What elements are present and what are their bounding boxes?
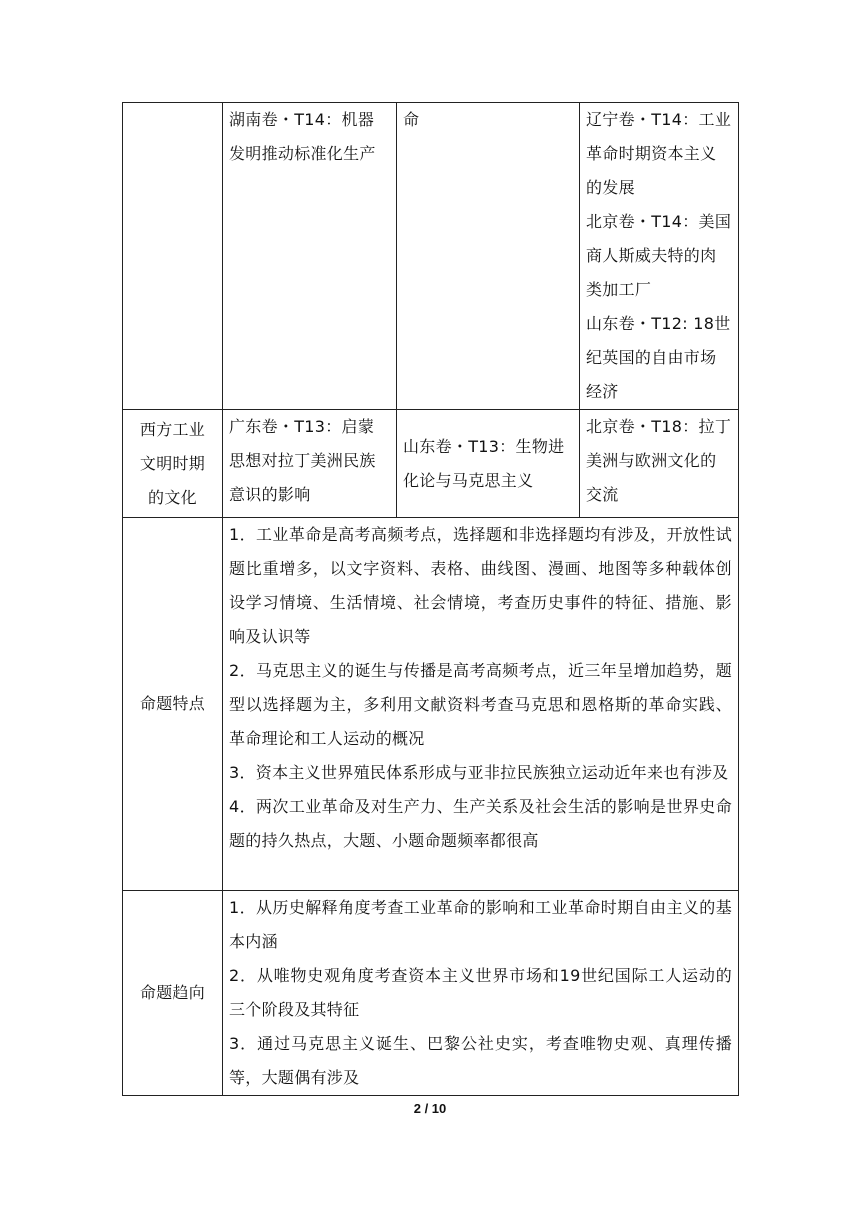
exam-item-continuation: 命 — [403, 110, 420, 129]
exam-item: 山东卷・T12: 18世纪英国的自由市场经济 — [586, 314, 731, 401]
table-cell-wide — [223, 891, 739, 1096]
exam-item: 辽宁卷・T14：工业革命时期资本主义的发展 — [586, 110, 732, 197]
list-item: 2．从唯物史观角度考查资本主义世界市场和19世纪国际工人运动的三个阶段及其特征 — [229, 966, 732, 1019]
exam-item: 北京卷・T18：拉丁美洲与欧洲文化的交流 — [586, 417, 732, 504]
list-item: 3．通过马克思主义诞生、巴黎公社史实，考查唯物史观、真理传播等，大题偶有涉及 — [229, 1034, 732, 1087]
row-header — [123, 410, 223, 518]
exam-analysis-table — [122, 102, 739, 1096]
table-cell — [580, 410, 739, 518]
table-cell-empty — [123, 103, 223, 410]
table-cell — [223, 410, 397, 518]
table-row — [123, 410, 739, 518]
table-cell — [397, 410, 580, 518]
table-row — [123, 103, 739, 410]
list-item: 1．工业革命是高考高频考点，选择题和非选择题均有涉及，开放性试题比重增多，以文字资料、表格、曲线图、漫画、地图等多种载体创设学习情境、生活情境、社会情境，考查历史事件的特征、措施、影响及认识等 — [229, 525, 732, 646]
row-header-label: 命题特点 — [139, 694, 206, 713]
row-header — [123, 518, 223, 891]
exam-item: 山东卷・T13：生物进化论与马克思主义 — [403, 436, 565, 490]
row-header-label: 命题趋向 — [139, 983, 206, 1002]
page-number: 2 / 10 — [413, 1101, 447, 1116]
exam-item: 广东卷・T13：启蒙思想对拉丁美洲民族意识的影响 — [229, 417, 376, 504]
list-item: 2．马克思主义的诞生与传播是高考高频考点，近三年呈增加趋势，题型以选择题为主，多利用文献资料考查马克思和恩格斯的革命实践、革命理论和工人运动的概况 — [229, 661, 732, 748]
exam-item: 北京卷・T14：美国商人斯威夫特的肉类加工厂 — [586, 212, 732, 299]
list-item: 4．两次工业革命及对生产力、生产关系及社会生活的影响是世界史命题的持久热点，大题、小题命题频率都很高 — [229, 797, 732, 850]
table-cell-wide — [223, 518, 739, 891]
table-cell — [580, 103, 739, 410]
exam-item: 湖南卷・T14：机器发明推动标准化生产 — [229, 110, 376, 163]
list-item: 1．从历史解释角度考查工业革命的影响和工业革命时期自由主义的基本内涵 — [229, 898, 732, 951]
table-row — [123, 891, 739, 1096]
row-header-label: 西方工业文明时期的文化 — [139, 419, 206, 507]
row-header — [123, 891, 223, 1096]
table-cell — [223, 103, 397, 410]
table-cell — [397, 103, 580, 410]
list-item: 3．资本主义世界殖民体系形成与亚非拉民族独立运动近年来也有涉及 — [229, 763, 729, 782]
table-row — [123, 518, 739, 891]
